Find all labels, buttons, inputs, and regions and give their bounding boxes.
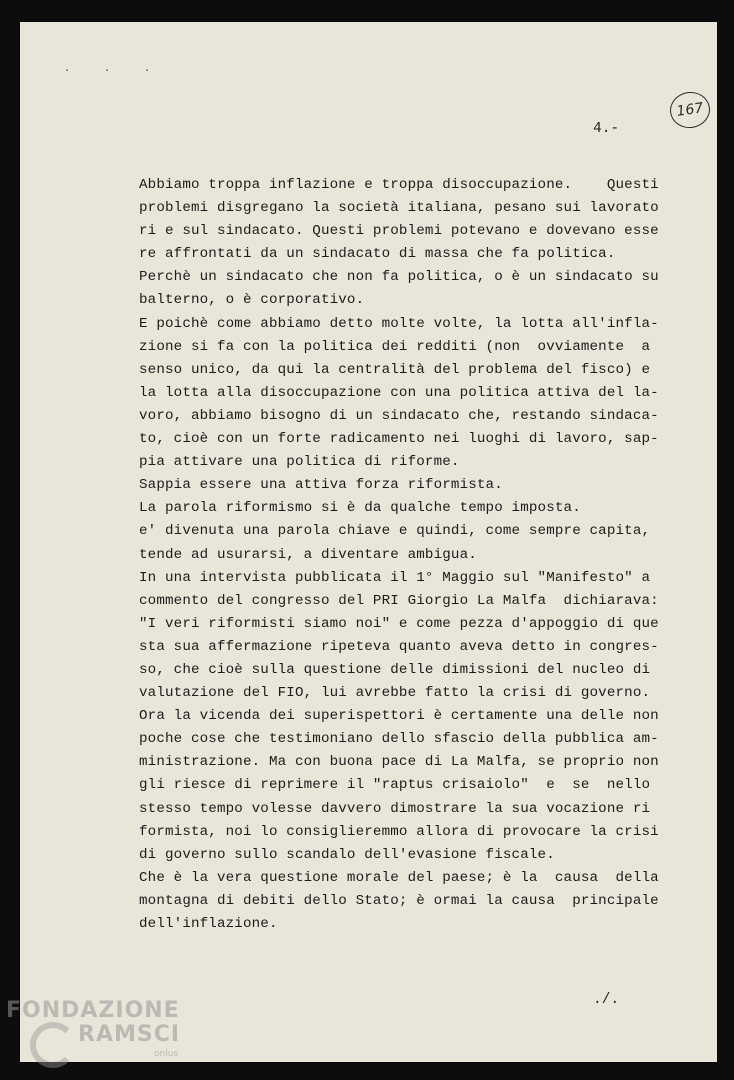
text-line: montagna di debiti dello Stato; è ormai la causa principale — [139, 892, 659, 909]
text-line: valutazione del FIO, lui avrebbe fatto la crisi di governo. — [139, 685, 651, 702]
text-line: senso unico, da qui la centralità del problema del fisco) e — [139, 361, 651, 378]
text-line: La parola riformismo si è da qualche tempo imposta. — [139, 500, 581, 517]
text-line: In una intervista pubblicata il 1° Maggio sul "Manifesto" a — [139, 569, 651, 586]
text-line: "I veri riformisti siamo noi" e come pezza d'appoggio di que — [139, 615, 659, 632]
text-line: sta sua affermazione ripeteva quanto aveva detto in congres- — [139, 638, 659, 655]
text-line: E poichè come abbiamo detto molte volte, la lotta all'infla- — [139, 315, 659, 332]
paper-specks: · · · — [64, 66, 165, 77]
text-line: Sappia essere una attiva forza riformista. — [139, 477, 503, 494]
text-line: ministrazione. Ma con buona pace di La Malfa, se proprio non — [139, 754, 659, 771]
text-line: e' divenuta una parola chiave e quindi, come sempre capita, — [139, 523, 651, 540]
text-line: pia attivare una politica di riforme. — [139, 454, 460, 471]
text-line: stesso tempo volesse davvero dimostrare la sua vocazione ri — [139, 800, 651, 817]
text-line: zione si fa con la politica dei redditi (non ovviamente a — [139, 338, 651, 355]
text-line: poche cose che testimoniano dello sfascio della pubblica am- — [139, 731, 659, 748]
text-line: re affrontati da un sindacato di massa che fa politica. — [139, 246, 616, 263]
text-line: Perchè un sindacato che non fa politica, o è un sindacato su — [139, 269, 659, 286]
text-line: Che è la vera questione morale del paese; è la causa della — [139, 869, 659, 886]
text-line: balterno, o è corporativo. — [139, 292, 365, 309]
text-line: ri e sul sindacato. Questi problemi potevano e dovevano esse — [139, 223, 659, 240]
text-line: tende ad usurarsi, a diventare ambigua. — [139, 546, 477, 563]
text-line: di governo sullo scandalo dell'evasione fiscale. — [139, 846, 555, 863]
typed-body-text — [139, 174, 659, 936]
text-line: formista, noi lo consiglieremmo allora di provocare la crisi — [139, 823, 659, 840]
text-line: Abbiamo troppa inflazione e troppa disoccupazione. Questi — [139, 177, 659, 193]
archive-stamp: 167 — [668, 89, 713, 130]
text-line: problemi disgregano la società italiana, pesano sui lavorato — [139, 200, 659, 217]
watermark-line3: onlus — [154, 1049, 179, 1059]
text-line: gli riesce di reprimere il "raptus crisaiolo" e se nello — [139, 777, 651, 794]
page-number: 4.- — [593, 121, 620, 137]
text-line: to, cioè con un forte radicamento nei luoghi di lavoro, sap- — [139, 431, 659, 448]
text-line: dell'inflazione. — [139, 916, 278, 932]
text-line: commento del congresso del PRI Giorgio La Malfa dichiarava: — [139, 592, 659, 609]
watermark-line1: FONDAZIONE — [6, 998, 180, 1023]
text-line: so, che cioè sulla questione delle dimissioni del nucleo di — [139, 661, 651, 678]
text-line: la lotta alla disoccupazione con una politica attiva del la- — [139, 384, 659, 401]
text-line: Ora la vicenda dei superispettori è certamente una delle non — [139, 708, 659, 725]
text-line: voro, abbiamo bisogno di un sindacato che, restando sindaca- — [139, 407, 659, 424]
continuation-mark: ./. — [593, 992, 620, 1008]
watermark — [6, 998, 181, 1059]
watermark-line2: RAMSCI — [78, 1022, 181, 1047]
